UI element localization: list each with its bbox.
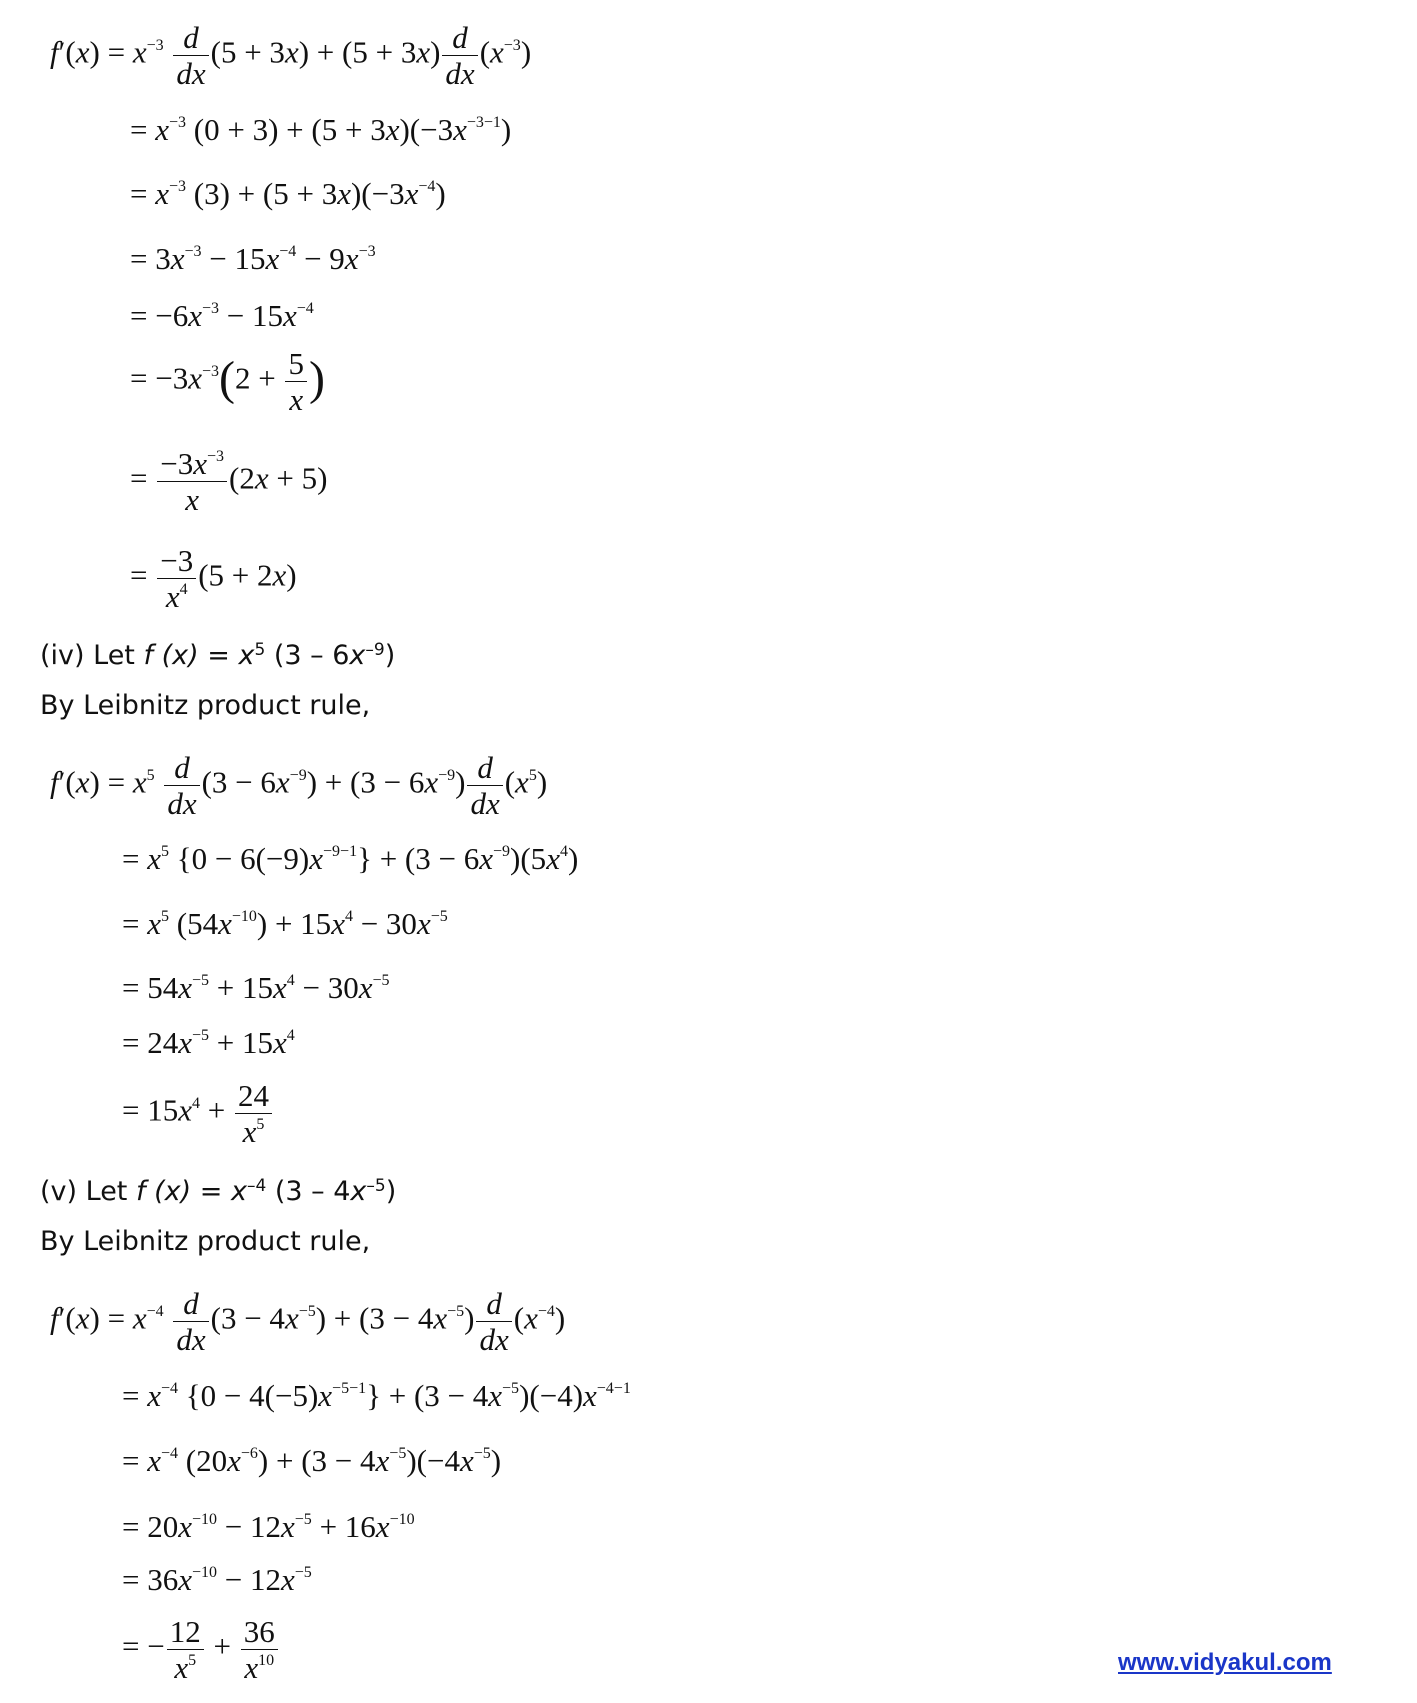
part-iv-base: x [238, 640, 255, 671]
iv-step-1: $f'(x) = x^5$ $\frac{d}{dx}$ $(3 - 6x^{-9}) + (3 - 6x^{-9})$ $\frac{d}{dx}$ $(x^5)$ [50, 750, 548, 821]
part-v-rule: By Leibnitz product rule, [40, 1226, 371, 1257]
part-iv-paren-open: (3 – 6 [273, 640, 350, 671]
iii-step-1: $f'(x) = x^{-3}$ $\frac{d}{dx}$ (5 + 3x) + (5 + 3x) $\frac{d}{dx}$ $(x^{-3})$ [50, 20, 532, 91]
part-iv-heading [40, 640, 395, 671]
part-v-var: x [350, 1176, 367, 1207]
iv-step-6: = $15x^4$ + $\frac{24}{x^5}$ [122, 1080, 274, 1147]
part-iv-var: x [349, 640, 366, 671]
part-iv-rule: By Leibnitz product rule, [40, 690, 371, 721]
iii-step-7: = $\frac{-3x^{-3}}{x}$ (2x + 5) [130, 446, 328, 517]
v-step-4: = $20x^{-10} - 12x^{-5} + 16x^{-10}$ [122, 1509, 415, 1544]
iii-step-4: = $3x^{-3} - 15x^{-4} - 9x^{-3}$ [130, 241, 376, 276]
iii-step-5: = $-6x^{-3} - 15x^{-4}$ [130, 298, 314, 333]
v-step-2: = $x^{-4}$ $\{0 - 4(-5)x^{-5-1}\} + (3 - 4x^{-5})(-4)x^{-4-1}$ [122, 1378, 631, 1413]
iii-step-2: = $x^{-3}$ $(0 + 3) + (5 + 3x)(-3x^{-3-1})$ [130, 112, 512, 147]
iii-step-8: = $\frac{-3}{x^4}$ (5 + 2x) [130, 543, 297, 614]
iv-step-2: = $x^5$ $\{0 - 6(-9)x^{-9-1}\} + (3 - 6x^{-9})(5x^4)$ [122, 841, 579, 876]
iii-step-6: = $-3x^{-3}(2$ + $\frac{5}{x}$ ) [130, 346, 325, 417]
part-v-paren-close: ) [385, 1176, 397, 1207]
part-v-heading [40, 1176, 396, 1207]
iii-step-3: = $x^{-3}$ $(3) + (5 + 3x)(-3x^{-4})$ [130, 176, 446, 211]
v-step-6: = − $\frac{12}{x^5}$ + $\frac{36}{x^{10}}$ [122, 1616, 280, 1683]
part-v-label: (v) Let [40, 1176, 128, 1207]
part-v-func: f (x) [136, 1176, 192, 1207]
part-v-exp: –4 [246, 1176, 267, 1196]
iv-step-4: = $54x^{-5} + 15x^4 - 30x^{-5}$ [122, 970, 390, 1005]
part-iv-label: (iv) Let [40, 640, 135, 671]
part-iv-func: f (x) [143, 640, 199, 671]
part-iv-inner-exp: –9 [365, 640, 385, 660]
part-v-eq: = [199, 1176, 223, 1207]
vidyakul-link[interactable]: www.vidyakul.com [1118, 1649, 1332, 1676]
part-iv-exp: 5 [254, 640, 266, 660]
iv-step-3: = $x^5$ $(54x^{-10}) + 15x^4 - 30x^{-5}$ [122, 906, 448, 941]
part-iv-paren-close: ) [384, 640, 396, 671]
part-iv-eq: = [207, 640, 230, 671]
v-step-5: = $36x^{-10} - 12x^{-5}$ [122, 1562, 312, 1597]
part-v-paren-open: (3 – 4 [274, 1176, 351, 1207]
iv-step-5: = $24x^{-5} + 15x^4$ [122, 1025, 295, 1060]
part-v-inner-exp: –5 [366, 1176, 386, 1196]
v-step-1: $f'(x) = x^{-4}$ $\frac{d}{dx}$ $(3 - 4x^{-5}) + (3 - 4x^{-5})$ $\frac{d}{dx}$ $(x^{-4})$ [50, 1286, 566, 1357]
v-step-3: = $x^{-4}$ $(20x^{-6}) + (3 - 4x^{-5})(-4x^{-5})$ [122, 1443, 502, 1478]
part-v-base: x [230, 1176, 247, 1207]
